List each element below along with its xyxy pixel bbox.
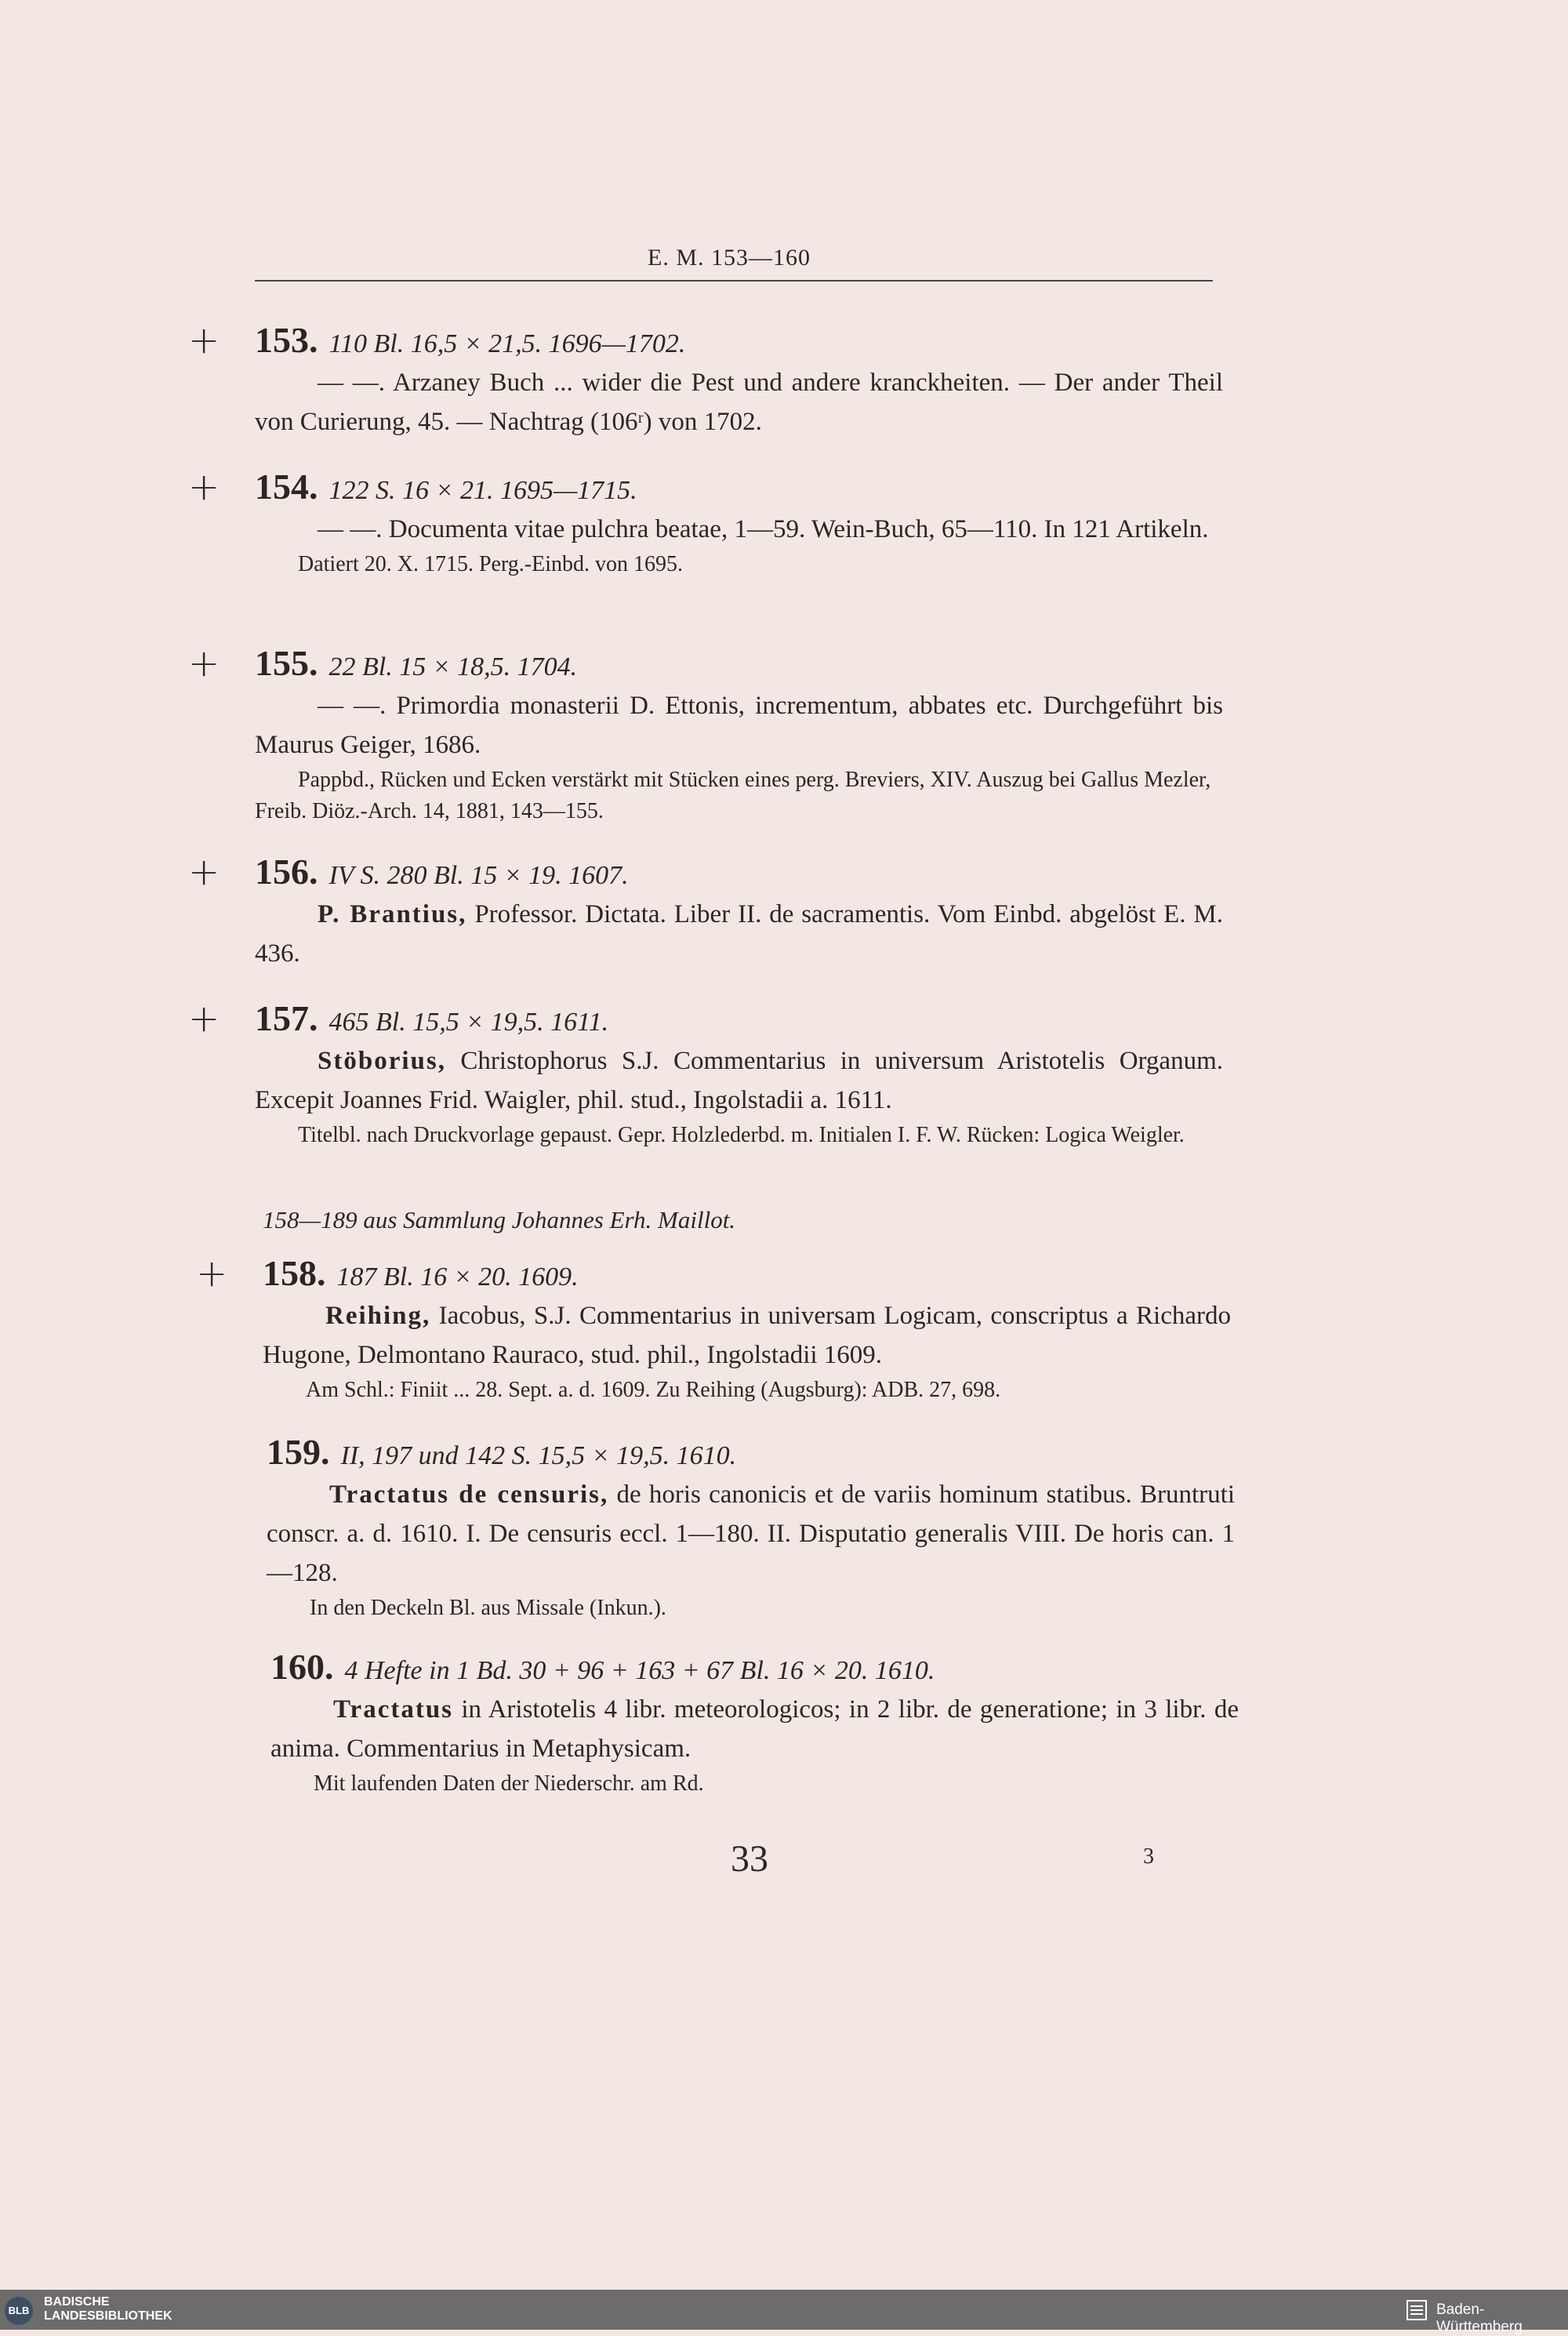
entry-text: Iacobus, S.J. Commentarius in universam Logicam, conscriptus a Richardo Hugone, Delmontano Rauraco, stud. phil., Ingolstadii 1609. <box>263 1302 1232 1369</box>
catalog-entry-154 <box>188 465 1223 580</box>
catalog-entry-158 <box>196 1252 1232 1406</box>
entry-text: — —. Primordia monasterii D. Ettonis, incrementum, abbates etc. Durchgeführt bis Maurus Geiger, 1686. <box>255 692 1223 759</box>
entry-number: 154. <box>255 467 318 507</box>
catalog-entry-157 <box>188 997 1223 1151</box>
entry-person: Tractatus de censuris, <box>329 1480 609 1509</box>
plus-mark: + <box>188 997 220 1041</box>
catalog-entry-153 <box>188 318 1223 441</box>
library-name-line2: LANDESBIBLIOTHEK <box>44 2309 172 2323</box>
entry-description: 22 Bl. 15 × 18,5. 1704. <box>328 652 578 681</box>
entry-text: de horis canonicis et de variis hominum statibus. Bruntruti conscr. a. d. 1610. I. De censuris eccl. 1—180. II. Disputatio generalis VIII. De horis can. 1—128. <box>267 1480 1235 1587</box>
entry-note: Pappbd., Rücken und Ecken verstärkt mit Stücken eines perg. Breviers, XIV. Auszug bei Gallus Mezler, Freib. Diöz.-Arch. 14, 1881, 143—155. <box>255 768 1211 823</box>
entry-person: Stöborius, <box>318 1047 446 1075</box>
entry-note: Datiert 20. X. 1715. Perg.-Einbd. von 1695. <box>298 552 683 576</box>
page-number: 33 <box>731 1838 768 1880</box>
catalog-entry-155 <box>188 641 1223 827</box>
entry-description: 4 Hefte in 1 Bd. 30 + 96 + 163 + 67 Bl. 16 × 20. 1610. <box>344 1656 935 1685</box>
section-note: 158—189 aus Sammlung Johannes Erh. Maillot. <box>263 1206 736 1233</box>
coat-of-arms-icon <box>1405 2298 1428 2322</box>
plus-mark: + <box>188 318 220 362</box>
plus-mark: + <box>188 850 220 894</box>
entry-person: Reihing, <box>325 1302 431 1330</box>
entry-note: Mit laufenden Daten der Niederschr. am Rd. <box>314 1771 704 1796</box>
entry-note: Am Schl.: Finiit ... 28. Sept. a. d. 1609. Zu Reihing (Augsburg): ADB. 27, 698. <box>306 1378 1001 1402</box>
running-header: E. M. 153—160 <box>648 245 811 271</box>
entry-number: 156. <box>255 852 318 892</box>
entry-description: 187 Bl. 16 × 20. 1609. <box>336 1262 579 1292</box>
entry-number: 157. <box>255 998 318 1038</box>
entry-text: in Aristotelis 4 libr. meteorologicos; in 2 libr. de generatione; in 3 libr. de anima. Commentarius in Metaphysicam. <box>270 1695 1239 1763</box>
viewer-footer-bar <box>0 2290 1568 2335</box>
entry-person: P. Brantius, <box>318 900 467 928</box>
entry-text: Christophorus S.J. Commentarius in universum Aristotelis Organum. Excepit Joannes Frid. Waigler, phil. stud., Ingolstadii a. 1611. <box>255 1047 1223 1114</box>
entry-number: 158. <box>263 1253 326 1293</box>
entry-text: Professor. Dictata. Liber II. de sacramentis. Vom Einbd. abgelöst E. M. 436. <box>255 900 1223 968</box>
entry-note: In den Deckeln Bl. aus Missale (Inkun.). <box>310 1596 666 1620</box>
entry-text: — —. Documenta vitae pulchra beatae, 1—59. Wein-Buch, 65—110. In 121 Artikeln. <box>318 515 1209 543</box>
entry-number: 153. <box>255 320 318 360</box>
entry-number: 160. <box>270 1647 334 1687</box>
plus-mark: + <box>196 1252 228 1295</box>
library-name-line1: BADISCHE <box>44 2295 110 2309</box>
catalog-entry-159 <box>267 1433 1235 1624</box>
entry-number: 159. <box>267 1432 330 1472</box>
entry-description: IV S. 280 Bl. 15 × 19. 1607. <box>328 861 629 890</box>
plus-mark: + <box>188 465 220 509</box>
catalog-entry-160 <box>270 1648 1239 1800</box>
entry-description: 465 Bl. 15,5 × 19,5. 1611. <box>328 1008 609 1037</box>
entry-description: 110 Bl. 16,5 × 21,5. 1696—1702. <box>328 329 686 358</box>
entry-text: — —. Arzaney Buch ... wider die Pest und andere kranckheiten. — Der ander Theil von Curierung, 45. — Nachtrag (106ʳ) von 1702. <box>255 369 1223 436</box>
header-rule <box>255 280 1213 282</box>
entry-description: II, 197 und 142 S. 15,5 × 19,5. 1610. <box>340 1441 737 1470</box>
entry-description: 122 S. 16 × 21. 1695—1715. <box>328 476 637 505</box>
entry-number: 155. <box>255 643 318 683</box>
plus-mark: + <box>188 641 220 685</box>
state-label: Baden-Württemberg <box>1436 2301 1523 2335</box>
library-logo-icon: BLB <box>5 2297 33 2325</box>
catalog-entry-156 <box>188 850 1223 973</box>
signature-mark: 3 <box>1143 1844 1154 1869</box>
entry-note: Titelbl. nach Druckvorlage gepaust. Gepr. Holzlederbd. m. Initialen I. F. W. Rücken: Logica Weigler. <box>298 1123 1185 1147</box>
entry-person: Tractatus <box>333 1695 454 1724</box>
